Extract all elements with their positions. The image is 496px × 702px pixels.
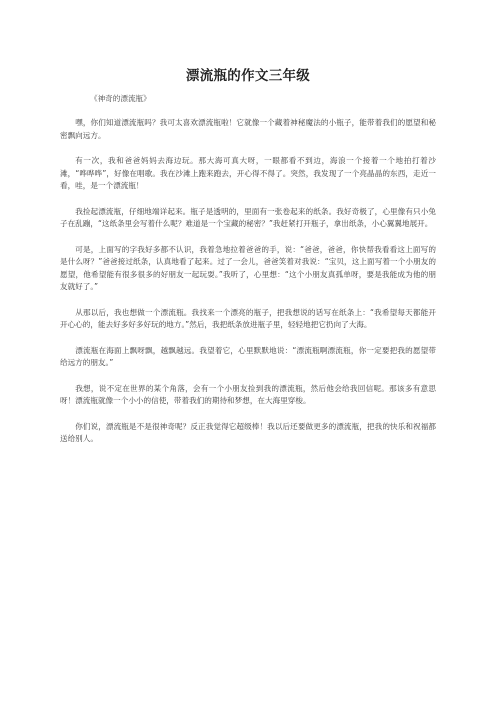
paragraph-2: 有一次，我和爸爸妈妈去海边玩。那大海可真大呀，一眼都看不到边，海浪一个接着一个地拍打着沙滩，“哗哗哗”，好像在唱歌。我在沙滩上跑来跑去，开心得不得了。突然，我发现了一个亮晶晶的东西，走近一看，哇，是一个漂流瓶！ [60,155,436,191]
paragraph-5: 从那以后，我也想做一个漂流瓶。我找来一个漂亮的瓶子，把我想说的话写在纸条上：“我希望每天都能开开心心的，能去好多好多好玩的地方。”然后，我把纸条放进瓶子里，轻轻地把它扔向了大海。 [60,307,436,330]
paragraph-4: 可是，上面写的字我好多都不认识，我着急地拉着爸爸的手，说：“爸爸，爸爸，你快帮我看看这上面写的是什么呀？”爸爸接过纸条，认真地看了起来。过了一会儿，爸爸笑着对我说：“宝贝，这上面写着一个小朋友的愿望，他希望能有很多很多的好朋友一起玩耍。”我听了，心里想：“这个小朋友真孤单呀，要是我能成为他的朋友就好了。” [60,244,436,292]
paragraph-6: 漂流瓶在海面上飘呀飘，越飘越远。我望着它，心里默默地说：“漂流瓶啊漂流瓶，你一定要把我的愿望带给远方的朋友。” [60,345,436,368]
paragraph-8: 你们说，漂流瓶是不是很神奇呢？反正我觉得它超级棒！我以后还要做更多的漂流瓶，把我的快乐和祝福都送给别人。 [60,421,436,444]
paragraph-1: 嘿，你们知道漂流瓶吗？我可太喜欢漂流瓶啦！它就像一个藏着神秘魔法的小瓶子，能带着我们的愿望和秘密飘向远方。 [60,118,436,140]
essay-subtitle: 《神奇的漂流瓶》 [90,94,151,103]
paragraph-3: 我捡起漂流瓶，仔细地端详起来。瓶子是透明的，里面有一张卷起来的纸条。我好奇极了，心里像有只小兔子在乱蹦，“这纸条里会写着什么呢？难道是一个宝藏的秘密？”我赶紧打开瓶子，拿出纸条，小心翼翼地展开。 [60,206,436,229]
paragraph-7: 我想，说不定在世界的某个角落，会有一个小朋友捡到我的漂流瓶，然后他会给我回信呢。那该多有意思呀！漂流瓶就像一个小小的信使，带着我们的期待和梦想，在大海里穿梭。 [60,383,436,406]
document-title: 漂流瓶的作文三年级 [185,68,311,84]
